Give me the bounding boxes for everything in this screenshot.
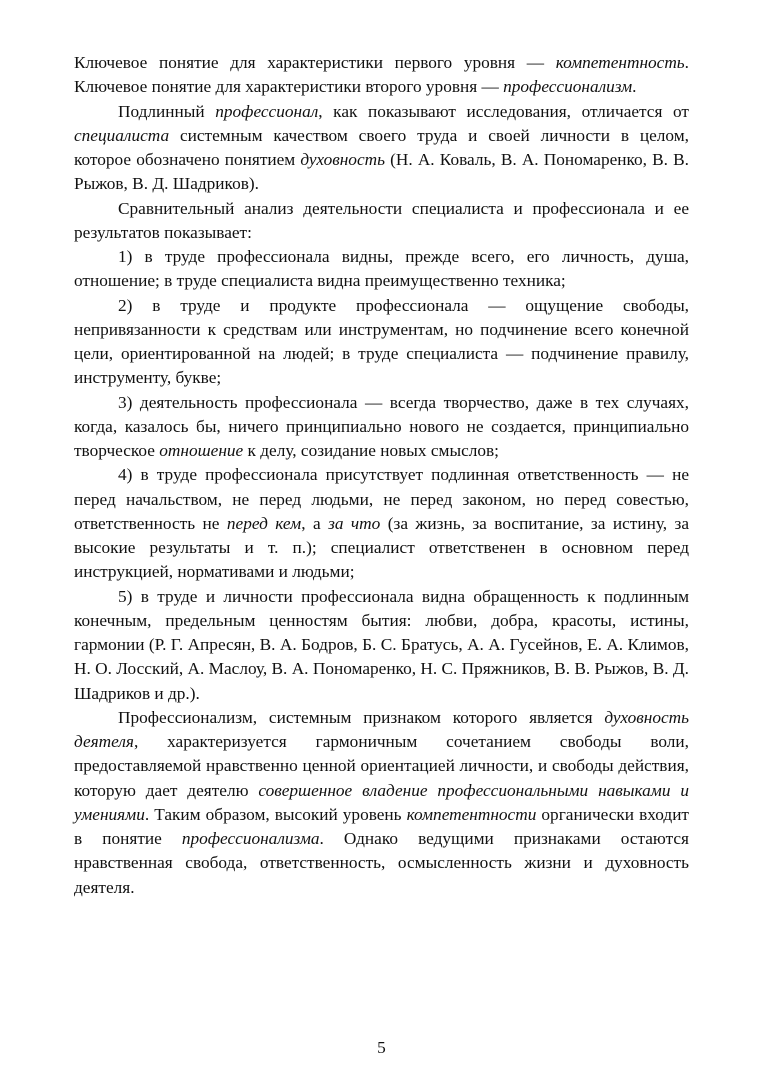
text-run: Сравнительный анализ деятельности специалиста и профессионала и ее результатов показывает: bbox=[74, 198, 689, 242]
paragraph-conclusion bbox=[74, 706, 689, 900]
text-run: органически входит в понятие bbox=[74, 804, 689, 848]
text-run: (Н. А. Коваль, В. А. Пономаренко, В. В. Рыжов, В. Д. Шадриков). bbox=[74, 150, 689, 194]
text-run: к делу, созидание новых смыслов; bbox=[243, 441, 499, 460]
term-italic: духовность bbox=[300, 150, 385, 169]
text-run: . Ключевое понятие для характеристики второго уровня — bbox=[74, 53, 689, 97]
text-run: , характеризуется гармоничным сочетанием свободы воли, предоставляемой нравственно ценной ориентацией личности, и свободы действия, которую дает деятелю bbox=[74, 732, 689, 800]
term-italic: компетентность bbox=[555, 53, 685, 72]
list-item-1 bbox=[74, 245, 689, 294]
text-run: . Таким образом, высокий уровень bbox=[144, 804, 407, 824]
text-run: Профессионализм, системным признаком которого является bbox=[118, 707, 605, 727]
paragraph-genuine-professional bbox=[74, 100, 689, 197]
text-run: . Однако ведущими признаками остаются нравственная свобода, ответственность, осмысленность жизни и духовность деятеля. bbox=[74, 829, 689, 897]
paragraph-intro bbox=[74, 51, 689, 100]
text-run: 4) в труде профессионала присутствует подлинная ответственность — не перед начальством, не перед людьми, не перед законом, но перед совестью, ответственность не bbox=[74, 465, 689, 533]
text-run: Ключевое понятие для характеристики первого уровня — bbox=[74, 53, 556, 72]
text-run: 2) в труде и продукте профессионала — ощущение свободы, непривязанности к средствам или инструментам, но подчинение всего конечной цели, ориентированной на людей; в труде специалиста — подчинение правилу, инструменту, букве; bbox=[74, 295, 689, 388]
term-italic: специалиста bbox=[74, 125, 170, 145]
term-italic: перед кем bbox=[226, 513, 302, 533]
term-italic: совершенное владение профессиональными навыками и умениями bbox=[74, 780, 689, 824]
text-run: системным качеством своего труда и своей личности в целом, которое обозначено понятием bbox=[74, 125, 689, 169]
term-italic: профессионализм bbox=[503, 77, 633, 97]
list-item-5 bbox=[74, 585, 689, 706]
text-run: 1) в труде профессионала видны, прежде всего, его личность, душа, отношение; в труде специалиста видна преимущественно техника; bbox=[74, 247, 689, 291]
text-run: 3) деятельность профессионала — всегда творчество, даже в тех случаях, когда, казалось бы, ничего принципиально нового не создается, принципиально творческое bbox=[74, 392, 689, 460]
text-run: , как показывают исследования, отличается от bbox=[318, 101, 689, 121]
list-item-2 bbox=[74, 294, 689, 391]
text-run: 5) в труде и личности профессионала видна обращенность к подлинным конечным, предельным ценностям бытия: любви, добра, красоты, истины, гармонии (Р. Г. Апресян, В. А. Бодров, Б. С. Братусь, А. А. Гусейнов, Е. А. Климов, Н. О. Лосский, А. Маслоу, В. А. Пономаренко, Н. С. Пряжников, В. В. Рыжов, В. Д. Шадриков и др.). bbox=[74, 586, 689, 703]
term-italic: духовность деятеля bbox=[74, 707, 689, 751]
list-item-4 bbox=[74, 463, 689, 584]
text-run: Подлинный bbox=[118, 101, 216, 121]
page-body bbox=[74, 51, 689, 900]
list-item-3 bbox=[74, 391, 689, 464]
term-italic: профессионал bbox=[215, 101, 319, 121]
text-run: . bbox=[632, 77, 637, 97]
term-italic: профессионализма bbox=[181, 829, 320, 848]
term-italic: за что bbox=[328, 513, 381, 533]
paragraph-comparative-analysis bbox=[74, 197, 689, 246]
term-italic: компетентности bbox=[406, 804, 537, 824]
text-run: , а bbox=[301, 513, 329, 533]
page-number: 5 bbox=[377, 1038, 386, 1057]
text-run: (за жизнь, за воспитание, за истину, за высокие результаты и т. п.); специалист ответственен в основном перед инструкцией, нормативами и людьми; bbox=[74, 513, 689, 582]
term-italic: отношение bbox=[159, 441, 244, 460]
